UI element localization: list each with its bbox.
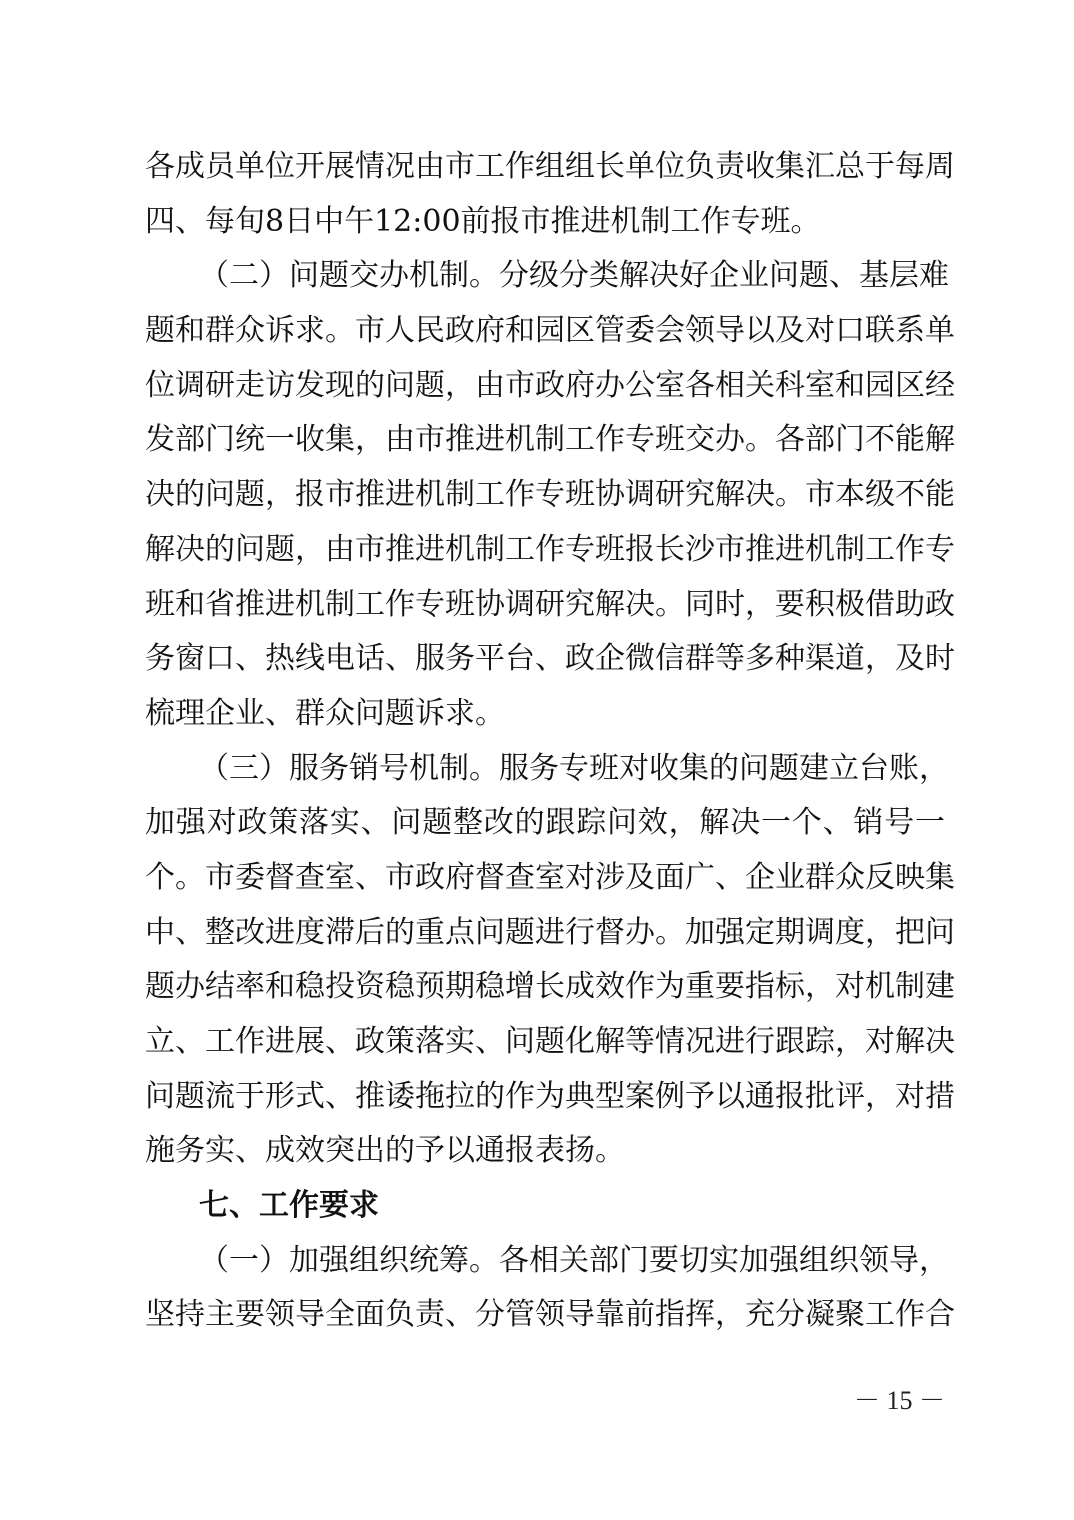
document-body	[145, 140, 955, 1343]
text-line: 题办结率和稳投资稳预期稳增长成效作为重要指标，对机制建	[145, 969, 955, 1005]
text-line: 解决的问题，由市推进机制工作专班报长沙市推进机制工作专	[145, 531, 955, 567]
text-line: 问题流于形式、推诿拖拉的作为典型案例予以通报批评，对措	[145, 1078, 955, 1114]
section-heading: 七、工作要求	[199, 1188, 379, 1224]
text-line: 务窗口、热线电话、服务平台、政企微信群等多种渠道，及时	[145, 641, 955, 677]
text-line: （一）加强组织统筹。各相关部门要切实加强组织领导，	[199, 1242, 949, 1278]
text-line: 施务实、成效突出的予以通报表扬。	[145, 1133, 625, 1169]
text-line: 各成员单位开展情况由市工作组组长单位负责收集汇总于每周	[145, 149, 955, 184]
text-line: 坚持主要领导全面负责、分管领导靠前指挥，充分凝聚工作合	[145, 1297, 955, 1333]
text-line: 班和省推进机制工作专班协调研究解决。同时，要积极借助政	[145, 586, 955, 622]
text-line: 四、每旬8日中午12:00前报市推进机制工作专班。	[145, 203, 821, 239]
text-line: 题和群众诉求。市人民政府和园区管委会领导以及对口联系单	[145, 313, 955, 349]
text-line: 位调研走访发现的问题，由市政府办公室各相关科室和园区经	[145, 367, 955, 403]
text-line: 个。市委督查室、市政府督查室对涉及面广、企业群众反映集	[145, 859, 955, 895]
text-line: 决的问题，报市推进机制工作专班协调研究解决。市本级不能	[145, 477, 955, 513]
text-line: （二）问题交办机制。分级分类解决好企业问题、基层难	[199, 258, 949, 294]
text-line: 立、工作进展、政策落实、问题化解等情况进行跟踪，对解决	[145, 1024, 955, 1059]
page-number: － 15 －	[853, 1386, 945, 1415]
text-line: 中、整改进度滞后的重点问题进行督办。加强定期调度，把问	[145, 914, 955, 950]
text-line: 发部门统一收集，由市推进机制工作专班交办。各部门不能解	[145, 422, 955, 458]
text-line: 加强对政策落实、问题整改的跟踪问效，解决一个、销号一	[145, 805, 945, 841]
text-line: （三）服务销号机制。服务专班对收集的问题建立台账，	[199, 750, 949, 786]
text-line: 梳理企业、群众问题诉求。	[145, 695, 505, 731]
